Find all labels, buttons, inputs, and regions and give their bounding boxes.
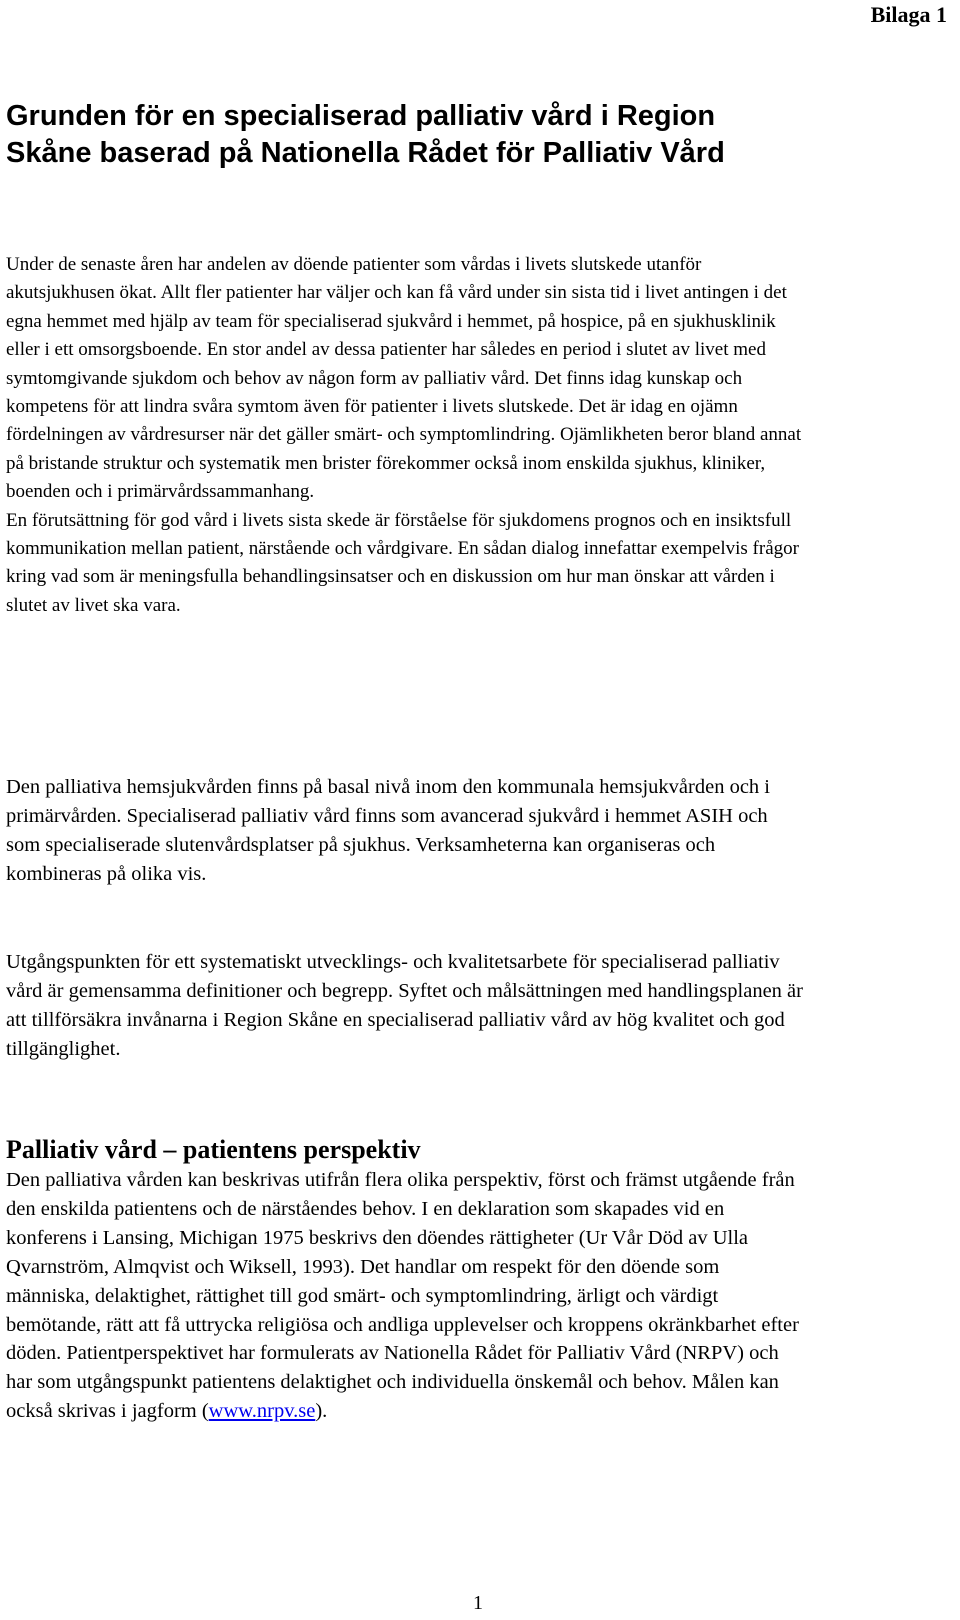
page-number: 1 xyxy=(473,1592,483,1614)
appendix-label: Bilaga 1 xyxy=(870,2,947,27)
patient-perspective-text: Den palliativa vården kan beskrivas utifrån flera olika perspektiv, först och främst utgående från den enskilda patientens och de närståendes behov. I en deklaration som skapades vid en konferens i Lansing, Michigan 1975 beskrivs den döendes rättigheter (Ur Vår Död av Ulla Qvarnström, Almqvist och Wiksell, 1993). Det handlar om respekt för den döende som människa, delaktighet, rättighet till god smärt- och symptomlindring, ärligt och värdigt bemötande, rätt att få uttrycka religiösa och andliga upplevelser och kroppens okränkbarhet efter döden. Patientperspektivet har formulerats av Nationella Rådet för Palliativ Vård (NRPV) och har som utgångspunkt patientens delaktighet och individuella önskemål och behov. Målen kan också skrivas i jagform ( xyxy=(6,1169,799,1423)
patient-perspective-paragraph xyxy=(6,1166,806,1426)
intro-paragraph-text: Under de senaste åren har andelen av döende patienter som vårdas i livets slutskede utanför akutsjukhusen ökat. Allt fler patienter har väljer och kan få vård under sin sista tid i livet antingen i det egna hemmet med hjälp av team för specialiserad sjukvård i hemmet, på hospice, på en sjukhusklinik eller i ett omsorgsboende. En stor andel av dessa patienter har således en period i slutet av livet med symtomgivande sjukdom och behov av någon form av palliativ vård. Det finns idag kunskap och kompetens för att lindra svåra symtom även för patienter i livets slutskede. Det är idag en ojämn fördelningen av vårdresurser när det gäller smärt- och symptomlindring. Ojämlikheten beror bland annat på bristande struktur och systematik men brister förekommer också inom enskilda sjukhus, kliniker, boenden och i primärvårdssammanhang. En förutsättning för god vård i livets sista skede är förståelse för sjukdomens prognos och en insiktsfull kommunikation mellan patient, närstående och vårdgivare. En sådan dialog innefattar exempelvis frågor kring vad som är meningsfulla behandlingsinsatser och en diskussion om hur man önskar att vården i slutet av livet ska vara. xyxy=(6,254,802,616)
patient-perspective-text-end: ). xyxy=(315,1400,328,1423)
purpose-paragraph-text: Utgångspunkten för ett systematiskt utvecklings- och kvalitetsarbete för specialiserad palliativ vård är gemensamma definitioner och begrepp. Syftet och målsättningen med handlingsplanen är att tillförsäkra invånarna i Region Skåne en specialiserad palliativ vård av hög kvalitet och god tillgänglighet. xyxy=(6,951,803,1060)
home-care-paragraph xyxy=(6,773,806,889)
purpose-paragraph xyxy=(6,948,806,1064)
home-care-paragraph-text: Den palliativa hemsjukvården finns på basal nivå inom den kommunala hemsjukvården och i primärvården. Specialiserad palliativ vård finns som avancerad sjukvård i hemmet ASIH och som specialiserade slutenvårdsplatser på sjukhus. Verksamheterna kan organiseras och kombineras på olika vis. xyxy=(6,776,770,885)
nrpv-link[interactable]: www.nrpv.se xyxy=(208,1400,316,1423)
document-title: Grunden för en specialiserad palliativ vård i Region Skåne baserad på Nationella Rådet för Palliativ Vård xyxy=(6,100,725,169)
section-heading: Palliativ vård – patientens perspektiv xyxy=(6,1135,421,1164)
intro-paragraph xyxy=(6,251,806,620)
